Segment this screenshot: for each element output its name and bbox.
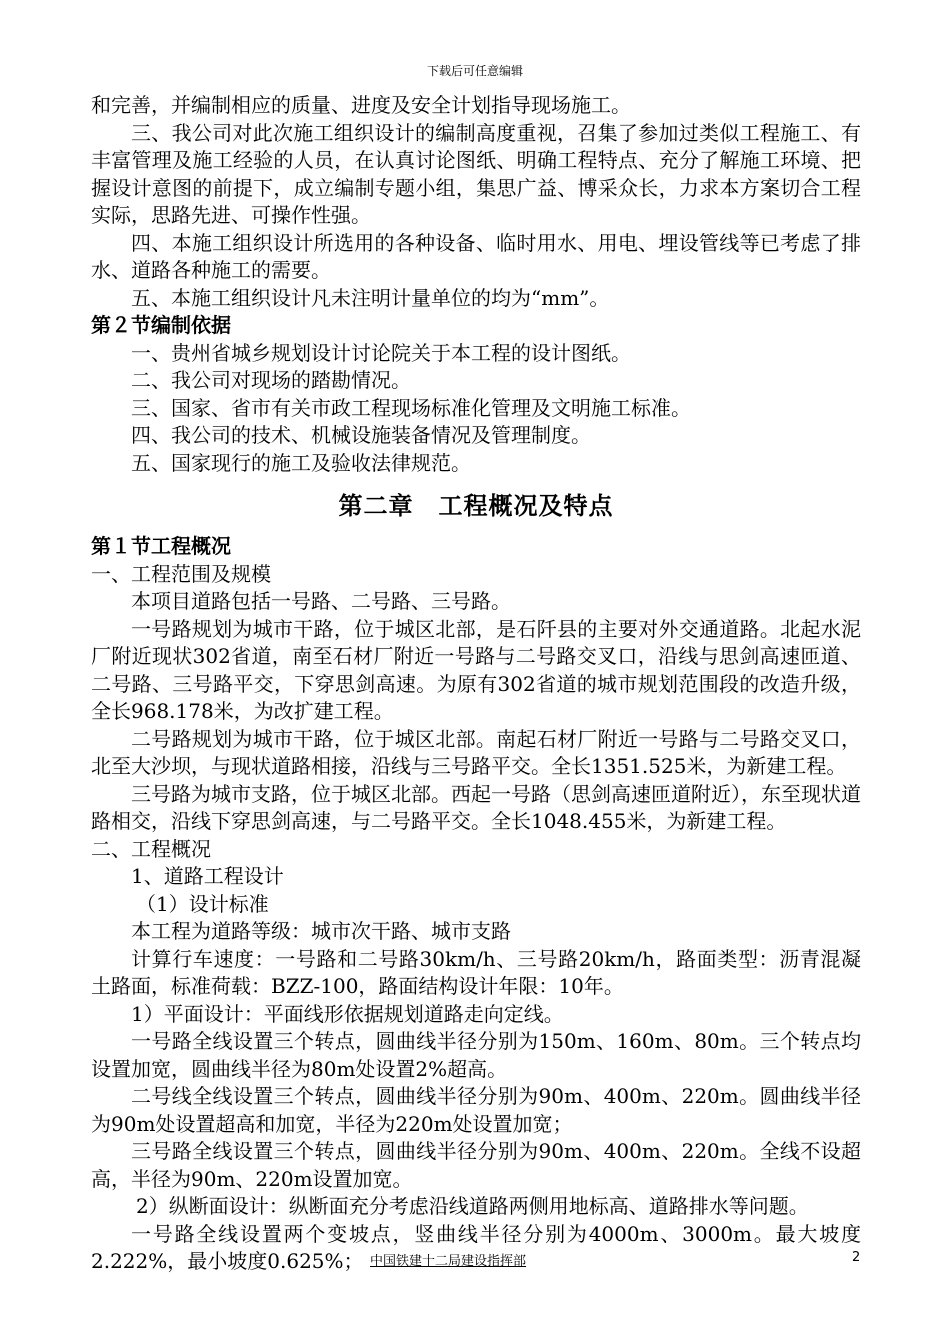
paragraph: 四、我公司的技术、机械设施装备情况及管理制度。 — [131, 423, 591, 447]
section-heading: 第２节编制依据 — [91, 313, 231, 337]
paragraph: 二号线全线设置三个转点，圆曲线半径分别为90m、400m、220m。圆曲线半径为90m处设置超高和加宽，半径为220m处设置加宽； — [91, 1084, 861, 1136]
chapter-heading: 第二章 工程概况及特点 — [338, 492, 614, 520]
paragraph: 1）平面设计：平面线形依据规划道路走向定线。 — [131, 1001, 564, 1026]
paragraph: （1）设计标准 — [136, 891, 269, 916]
page-header-note: 下载后可任意编辑 — [426, 64, 523, 78]
paragraph: 五、国家现行的施工及验收法律规范。 — [131, 450, 471, 475]
paragraph: 三、我公司对此次施工组织设计的编制高度重视，召集了参加过类似工程施工、有丰富管理及施工经验的人员，在认真讨论图纸、明确工程特点、充分了解施工环境、把握设计意图的前提下，成立编制专题小组，集思广益、博采众长，力求本方案切合工程实际，思路先进、可操作性强。 — [91, 120, 861, 227]
paragraph: 三号路全线设置三个转点，圆曲线半径分别为90m、400m、220m。全线不设超高，半径为90m、220m设置加宽。 — [91, 1139, 861, 1191]
paragraph: 三、国家、省市有关市政工程现场标准化管理及文明施工标准。 — [131, 395, 691, 420]
paragraph: 本工程为道路等级：城市次干路、城市支路 — [131, 919, 511, 943]
paragraph: 二、我公司对现场的踏勘情况。 — [131, 368, 411, 392]
paragraph: 1、道路工程设计 — [131, 864, 284, 888]
page-footer — [0, 1250, 950, 1270]
paragraph: 一号路规划为城市干路，位于城区北部，是石阡县的主要对外交通道路。北起水泥厂附近现状302省道，南至石材厂附近一号路与二号路交叉口，沿线与思剑高速匝道、二号路、三号路平交，下穿思剑高速。为原有302省道的城市规划范围段的改造升级，全长968.178米，为改扩建工程。 — [91, 616, 861, 723]
paragraph: 本项目道路包括一号路、二号路、三号路。 — [131, 589, 511, 613]
paragraph: 一、贵州省城乡规划设计讨论院关于本工程的设计图纸。 — [131, 340, 631, 365]
section-heading: 第１节工程概况 — [91, 534, 231, 558]
paragraph: 一号路全线设置三个转点，圆曲线半径分别为150m、160m、80m。三个转点均设置加宽，圆曲线半径为80m处设置2%超高。 — [91, 1029, 861, 1081]
paragraph: 和完善，并编制相应的质量、进度及安全计划指导现场施工。 — [91, 93, 631, 117]
paragraph: 二、工程概况 — [91, 836, 211, 861]
page-number: 2 — [852, 1250, 861, 1265]
paragraph: 四、本施工组织设计所选用的各种设备、临时用水、用电、埋设管线等已考虑了排水、道路各种施工的需要。 — [91, 230, 861, 282]
paragraph: 二号路规划为城市干路，位于城区北部。南起石材厂附近一号路与二号路交叉口，北至大沙坝，与现状道路相接，沿线与三号路平交。全长1351.525米，为新建工程。 — [91, 726, 861, 778]
paragraph: 一、工程范围及规模 — [91, 561, 271, 586]
footer-organization: 中国铁建十二局建设指挥部 — [370, 1254, 527, 1269]
document-body — [91, 92, 861, 1276]
paragraph: 2）纵断面设计：纵断面充分考虑沿线道路两侧用地标高、道路排水等问题。 — [136, 1194, 809, 1218]
paragraph: 五、本施工组织设计凡未注明计量单位的均为“mm”。 — [131, 285, 610, 310]
paragraph: 一号路全线设置两个变坡点，竖曲线半径分别为4000m、3000m。最大坡度2.222%，最小坡度0.625%； — [91, 1221, 861, 1273]
paragraph: 三号路为城市支路，位于城区北部。西起一号路（思剑高速匝道附近），东至现状道路相交，沿线下穿思剑高速，与二号路平交。全长1048.455米，为新建工程。 — [91, 781, 861, 833]
paragraph: 计算行车速度：一号路和二号路30km/h、三号路20km/h，路面类型：沥青混凝土路面，标准荷载：BZZ-100，路面结构设计年限：10年。 — [91, 946, 861, 998]
